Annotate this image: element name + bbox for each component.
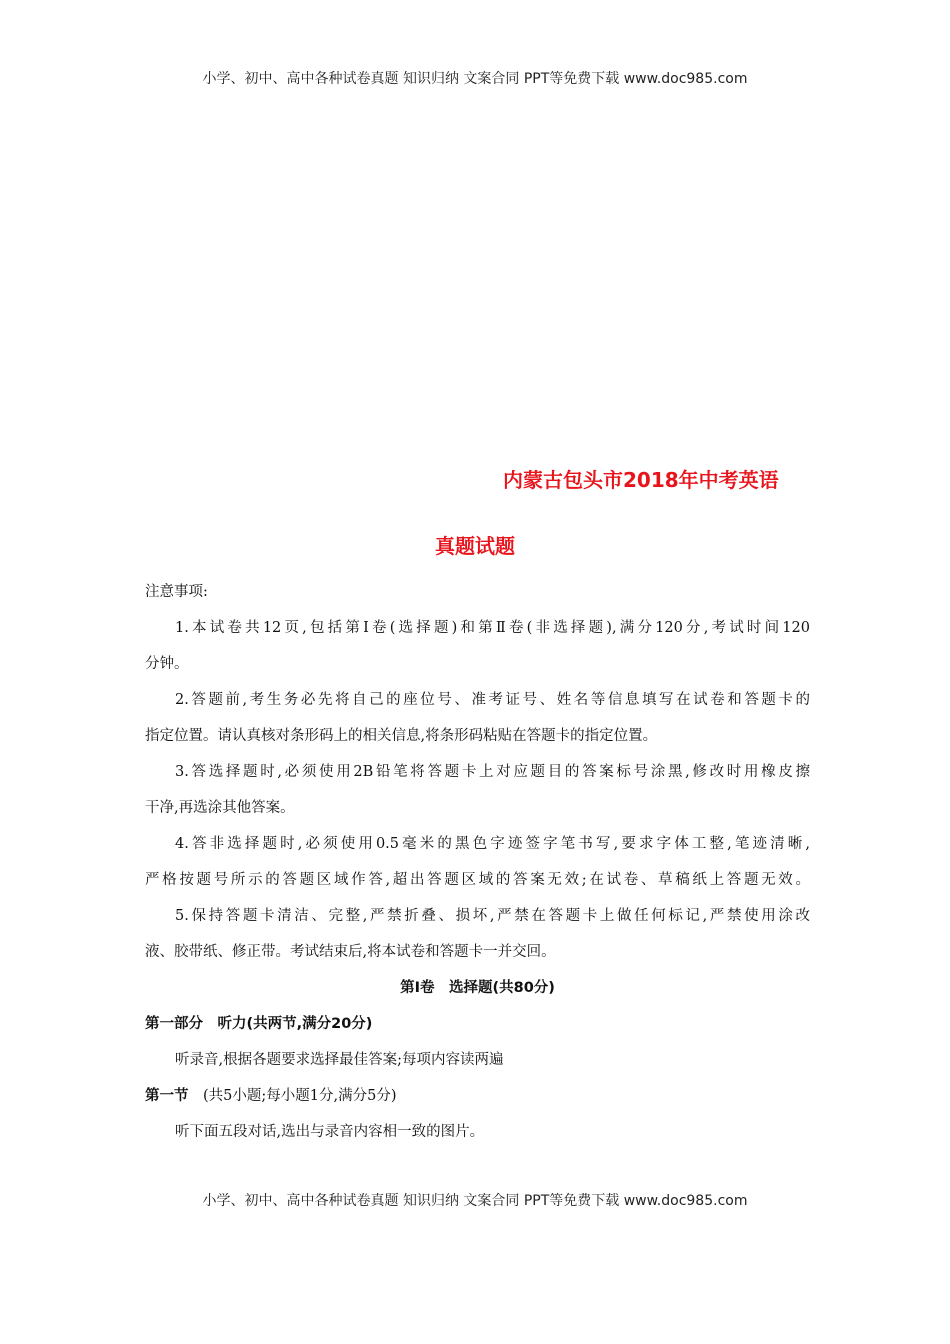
section-1-instruction: 听下面五段对话,选出与录音内容相一致的图片。 (175, 1124, 485, 1140)
notice-item-3-line-1: 3.答选择题时,必须使用2B铅笔将答题卡上对应题目的答案标号涂黑,修改时用橡皮擦 (175, 764, 810, 780)
notice-heading: 注意事项: (145, 584, 208, 600)
page-footer: 小学、初中、高中各种试卷真题 知识归纳 文案合同 PPT等免费下载 www.doc985.com (202, 1193, 748, 1209)
notice-item-2-line-1: 2.答题前,考生务必先将自己的座位号、准考证号、姓名等信息填写在试卷和答题卡的 (175, 692, 810, 708)
section-1-meta: (共5小题;每小题1分,满分5分) (188, 1088, 397, 1104)
part-1-heading: 第一部分 听力(共两节,满分20分) (145, 1016, 373, 1032)
notice-item-4-line-1: 4.答非选择题时,必须使用0.5毫米的黑色字迹签字笔书写,要求字体工整,笔迹清晰, (175, 836, 810, 852)
document-title: 内蒙古包头市2018年中考英语 (503, 468, 779, 492)
notice-item-5-line-1: 5.保持答题卡清洁、完整,严禁折叠、损坏,严禁在答题卡上做任何标记,严禁使用涂改 (175, 908, 810, 924)
part-1-instruction: 听录音,根据各题要求选择最佳答案;每项内容读两遍 (175, 1052, 504, 1068)
volume-1-title: 第Ⅰ卷 选择题(共80分) (400, 980, 555, 996)
notice-item-3-line-2: 干净,再选涂其他答案。 (145, 800, 295, 816)
notice-item-1-line-1: 1.本试卷共12页,包括第Ⅰ卷(选择题)和第Ⅱ卷(非选择题),满分120分,考试时间120 (175, 620, 810, 636)
section-1-heading-row (145, 1084, 810, 1120)
document-subtitle: 真题试题 (435, 534, 515, 558)
document-body (145, 580, 810, 1156)
notice-item-5-line-2: 液、胶带纸、修正带。考试结束后,将本试卷和答题卡一并交回。 (145, 944, 556, 960)
notice-item-1-line-2: 分钟。 (145, 656, 189, 672)
notice-item-4-line-2: 严格按题号所示的答题区域作答,超出答题区域的答案无效;在试卷、草稿纸上答题无效。 (145, 872, 810, 888)
notice-item-2-line-2: 指定位置。请认真核对条形码上的相关信息,将条形码粘贴在答题卡的指定位置。 (145, 728, 658, 744)
section-1-heading: 第一节 (145, 1088, 189, 1104)
page-header: 小学、初中、高中各种试卷真题 知识归纳 文案合同 PPT等免费下载 www.doc985.com (202, 71, 748, 87)
